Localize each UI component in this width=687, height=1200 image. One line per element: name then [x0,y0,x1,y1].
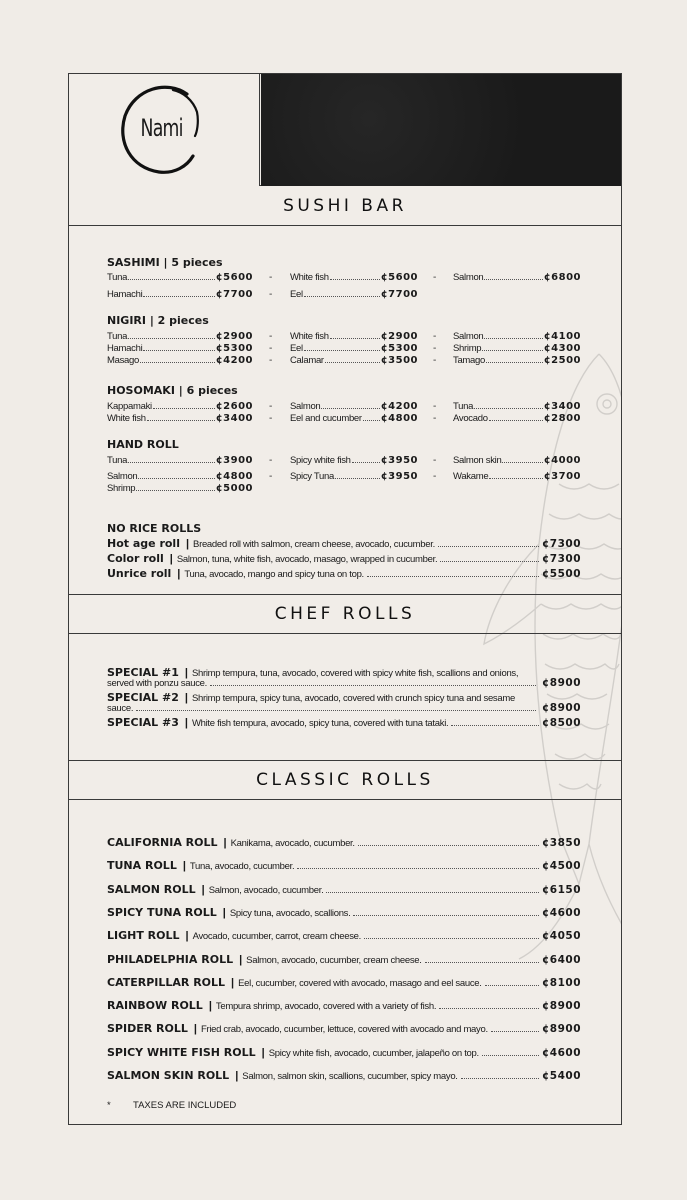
hand-roll-row [107,483,587,495]
menu-item: SPICY TUNA ROLL | Spicy tuna, avocado, scallions. ¢4600 [107,905,581,919]
menu-item: Hamachi ¢7700 [107,289,253,300]
menu-item: Salmon ¢4100 [453,331,581,342]
section-title-sushi-bar: SUSHI BAR [69,186,621,226]
menu-item: Wakame ¢3700 [453,471,581,482]
menu-item: SPECIAL #3 | White fish tempura, avocado, spicy tuna, covered with tuna tataki. ¢8500 [107,716,581,729]
category-hand-roll: HAND ROLL [107,438,179,451]
menu-item: SPIDER ROLL | Fried crab, avocado, cucumber, lettuce, covered with avocado and mayo. ¢8900 [107,1022,581,1036]
menu-item: Kappamaki ¢2600 [107,401,253,412]
logo [69,74,260,186]
menu-item: Calamar ¢3500 [290,355,418,366]
nigiri-row: Masago ¢4200 - Calamar ¢3500 - Tamago ¢2500 [107,355,581,366]
menu-item: Salmon ¢4200 [290,401,418,412]
menu-item: SALMON ROLL | Salmon, avocado, cucumber. ¢6150 [107,882,581,896]
footnote: * TAXES ARE INCLUDED [107,1100,237,1111]
menu-item: Avocado ¢2800 [453,413,581,424]
hosomaki-row: Kappamaki ¢2600 - Salmon ¢4200 - Tuna ¢3400 [107,401,581,412]
menu-item: Hamachi ¢5300 [107,343,253,354]
menu-item: White fish ¢2900 [290,331,418,342]
brand-name: Nami [140,114,183,142]
menu-item: SPECIAL #1 | Shrimp tempura, tuna, avocado, covered with spicy white fish, scallions and onions, served with ponzu sauce. ¢8900 [107,666,581,689]
menu-item: Eel and cucumber ¢4800 [290,413,418,424]
menu-item: RAINBOW ROLL | Tempura shrimp, avocado, covered with a variety of fish. ¢8900 [107,999,581,1013]
menu-page [68,73,622,1125]
menu-item: Salmon ¢6800 [453,272,581,283]
header-banner [69,74,621,186]
menu-item: Unrice roll | Tuna, avocado, mango and spicy tuna on top. ¢5500 [107,567,581,580]
menu-item: Tuna ¢3900 [107,455,253,466]
menu-item: Salmon skin ¢4000 [453,455,581,466]
menu-item: Spicy white fish ¢3950 [290,455,418,466]
menu-item: Tuna ¢3400 [453,401,581,412]
menu-item: PHILADELPHIA ROLL | Salmon, avocado, cucumber, cream cheese. ¢6400 [107,952,581,966]
sashimi-row: Tuna ¢5600 - White fish ¢5600 - Salmon ¢6800 [107,272,581,283]
category-sashimi: SASHIMI | 5 pieces [107,256,223,269]
menu-item: Tuna ¢2900 [107,331,253,342]
hand-roll-row: Salmon ¢4800 - Spicy Tuna ¢3950 - Wakame ¢3700 [107,471,581,482]
sashimi-row: Hamachi ¢7700 - Eel ¢7700 [107,289,418,300]
menu-item: LIGHT ROLL | Avocado, cucumber, carrot, cream cheese. ¢4050 [107,929,581,943]
menu-item: CATERPILLAR ROLL | Eel, cucumber, covered with avocado, masago and eel sauce. ¢8100 [107,975,581,989]
menu-item: Tamago ¢2500 [453,355,581,366]
menu-item: White fish ¢3400 [107,413,253,424]
menu-item: Masago ¢4200 [107,355,253,366]
menu-item: Tuna ¢5600 [107,272,253,283]
section-title-chef-rolls: CHEF ROLLS [69,594,621,634]
menu-item: Eel ¢5300 [290,343,418,354]
category-nigiri: NIGIRI | 2 pieces [107,314,209,327]
hand-roll-row: Tuna ¢3900 - Spicy white fish ¢3950 - Salmon skin ¢4000 [107,455,581,466]
menu-item: CALIFORNIA ROLL | Kanikama, avocado, cucumber. ¢3850 [107,836,581,849]
menu-item: Spicy Tuna ¢3950 [290,471,418,482]
section-title-classic-rolls: CLASSIC ROLLS [69,760,621,800]
category-hosomaki: HOSOMAKI | 6 pieces [107,384,238,397]
dark-texture-panel [261,74,621,186]
category-no-rice-rolls: NO RICE ROLLS [107,522,202,535]
menu-item: SPICY WHITE FISH ROLL | Spicy white fish, avocado, cucumber, jalapeño on top. ¢4600 [107,1045,581,1059]
menu-item: Eel ¢7700 [290,289,418,300]
menu-item: Shrimp ¢4300 [453,343,581,354]
menu-item: White fish ¢5600 [290,272,418,283]
nigiri-row: Hamachi ¢5300 - Eel ¢5300 - Shrimp ¢4300 [107,343,581,354]
menu-item: Hot age roll | Breaded roll with salmon, cream cheese, avocado, cucumber. ¢7300 [107,537,581,550]
menu-item: Salmon ¢4800 [107,471,253,482]
menu-item: Color roll | Salmon, tuna, white fish, avocado, masago, wrapped in cucumber. ¢7300 [107,552,581,565]
nigiri-row: Tuna ¢2900 - White fish ¢2900 - Salmon ¢4100 [107,331,581,342]
menu-item: Shrimp ¢5000 [107,483,253,494]
menu-item: SPECIAL #2 | Shrimp tempura, spicy tuna, avocado, covered with crunch spicy tuna and sesame sauce. ¢8900 [107,691,581,714]
menu-item: TUNA ROLL | Tuna, avocado, cucumber. ¢4500 [107,859,581,873]
hosomaki-row: White fish ¢3400 - Eel and cucumber ¢4800 - Avocado ¢2800 [107,413,581,424]
menu-item: SALMON SKIN ROLL | Salmon, salmon skin, scallions, cucumber, spicy mayo. ¢5400 [107,1069,581,1082]
